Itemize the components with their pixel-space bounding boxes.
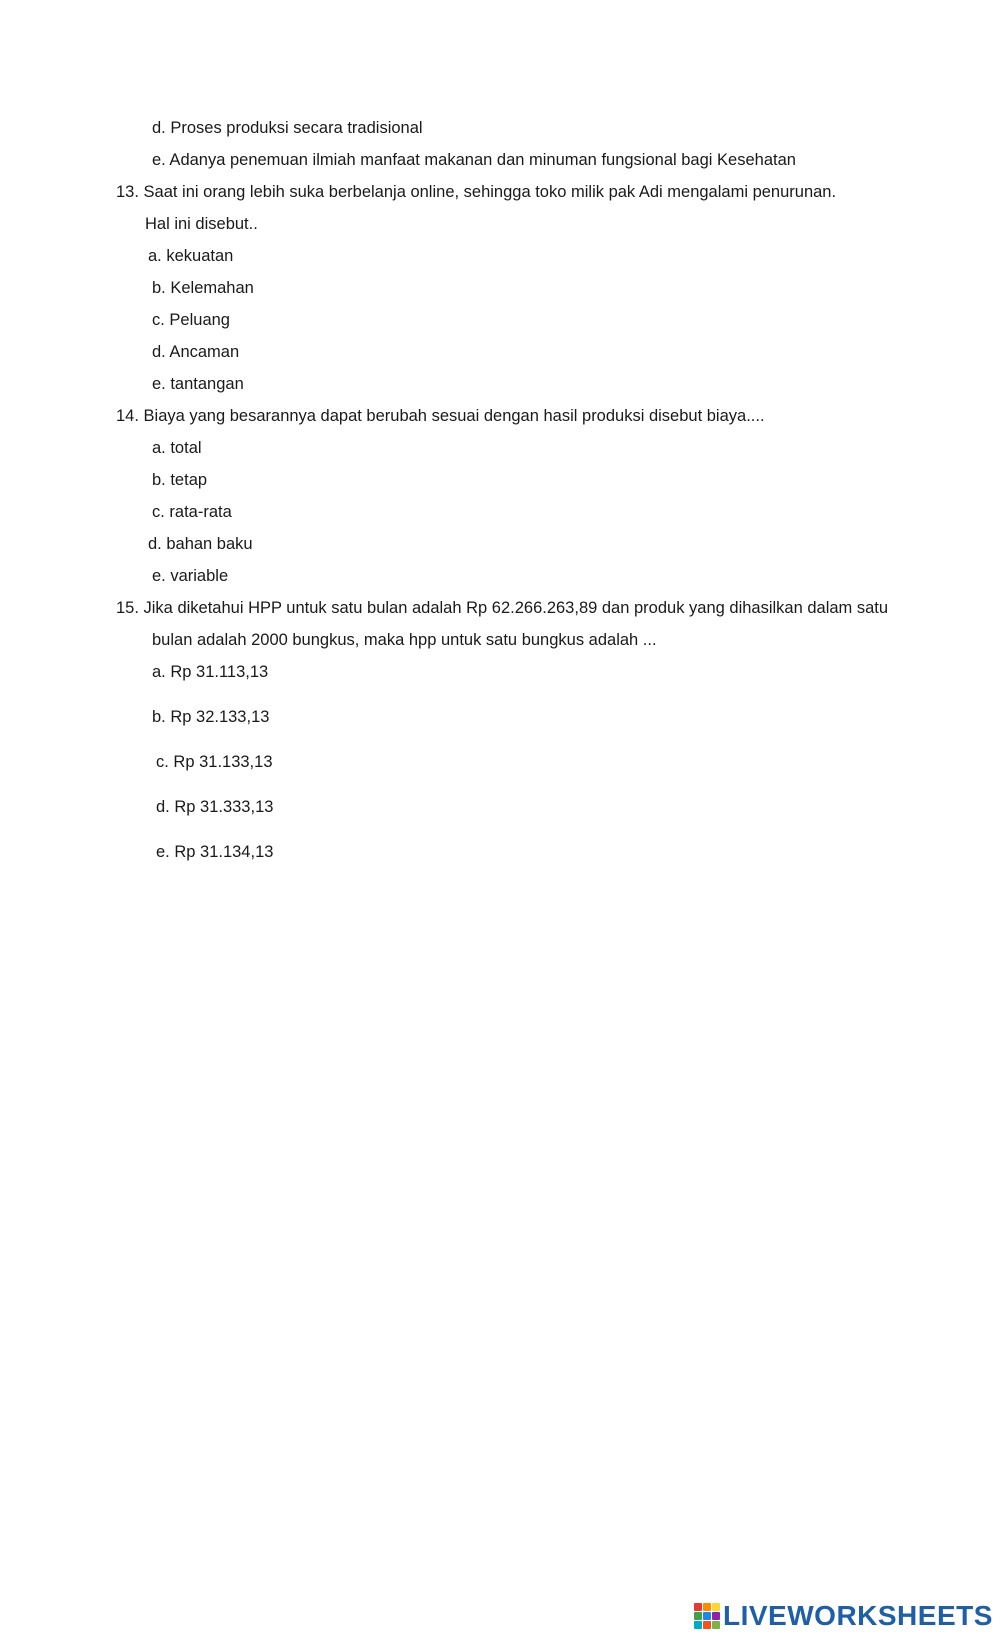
q13-question: 13. Saat ini orang lebih suka berbelanja online, sehingga toko milik pak Adi mengalami penurunan. <box>116 183 837 201</box>
q14-option-c: c. rata-rata <box>152 503 232 521</box>
q13-option-c: c. Peluang <box>152 311 230 329</box>
q13-option-b: b. Kelemahan <box>152 279 254 297</box>
logo-mark-cell <box>703 1612 711 1620</box>
q13-option-d: d. Ancaman <box>152 343 240 361</box>
logo-mark-cell <box>694 1612 702 1620</box>
q15-option-c: c. Rp 31.133,13 <box>156 753 273 771</box>
logo-mark-cell <box>712 1621 720 1629</box>
q13-option-e: e. tantangan <box>152 375 244 393</box>
q14-option-a: a. total <box>152 439 202 457</box>
logo-mark-cell <box>703 1603 711 1611</box>
q14-option-b: b. tetap <box>152 471 208 489</box>
q13-option-a: a. kekuatan <box>148 247 234 265</box>
q15-option-a: a. Rp 31.113,13 <box>152 663 269 681</box>
logo-mark-cell <box>712 1612 720 1620</box>
liveworksheets-logo-text: LIVEWORKSHEETS <box>723 1600 993 1631</box>
q15-question-cont: bulan adalah 2000 bungkus, maka hpp untuk satu bungkus adalah ... <box>152 631 657 649</box>
q15-option-d: d. Rp 31.333,13 <box>156 798 274 816</box>
liveworksheets-logo <box>694 1600 993 1632</box>
q14-question: 14. Biaya yang besarannya dapat berubah sesuai dengan hasil produksi disebut biaya.... <box>116 407 765 425</box>
liveworksheets-logo-icon <box>694 1603 720 1629</box>
q12-option-d: d. Proses produksi secara tradisional <box>152 119 423 137</box>
q15-question: 15. Jika diketahui HPP untuk satu bulan adalah Rp 62.266.263,89 dan produk yang dihasilkan dalam satu <box>116 599 889 617</box>
q12-option-e: e. Adanya penemuan ilmiah manfaat makanan dan minuman fungsional bagi Kesehatan <box>152 151 796 169</box>
q13-question-cont: Hal ini disebut.. <box>145 215 258 233</box>
logo-mark-cell <box>694 1621 702 1629</box>
logo-mark-cell <box>694 1603 702 1611</box>
q15-option-b: b. Rp 32.133,13 <box>152 708 270 726</box>
q14-option-e: e. variable <box>152 567 229 585</box>
logo-mark-cell <box>712 1603 720 1611</box>
q14-option-d: d. bahan baku <box>148 535 253 553</box>
logo-mark-cell <box>703 1621 711 1629</box>
q15-option-e: e. Rp 31.134,13 <box>156 843 274 861</box>
